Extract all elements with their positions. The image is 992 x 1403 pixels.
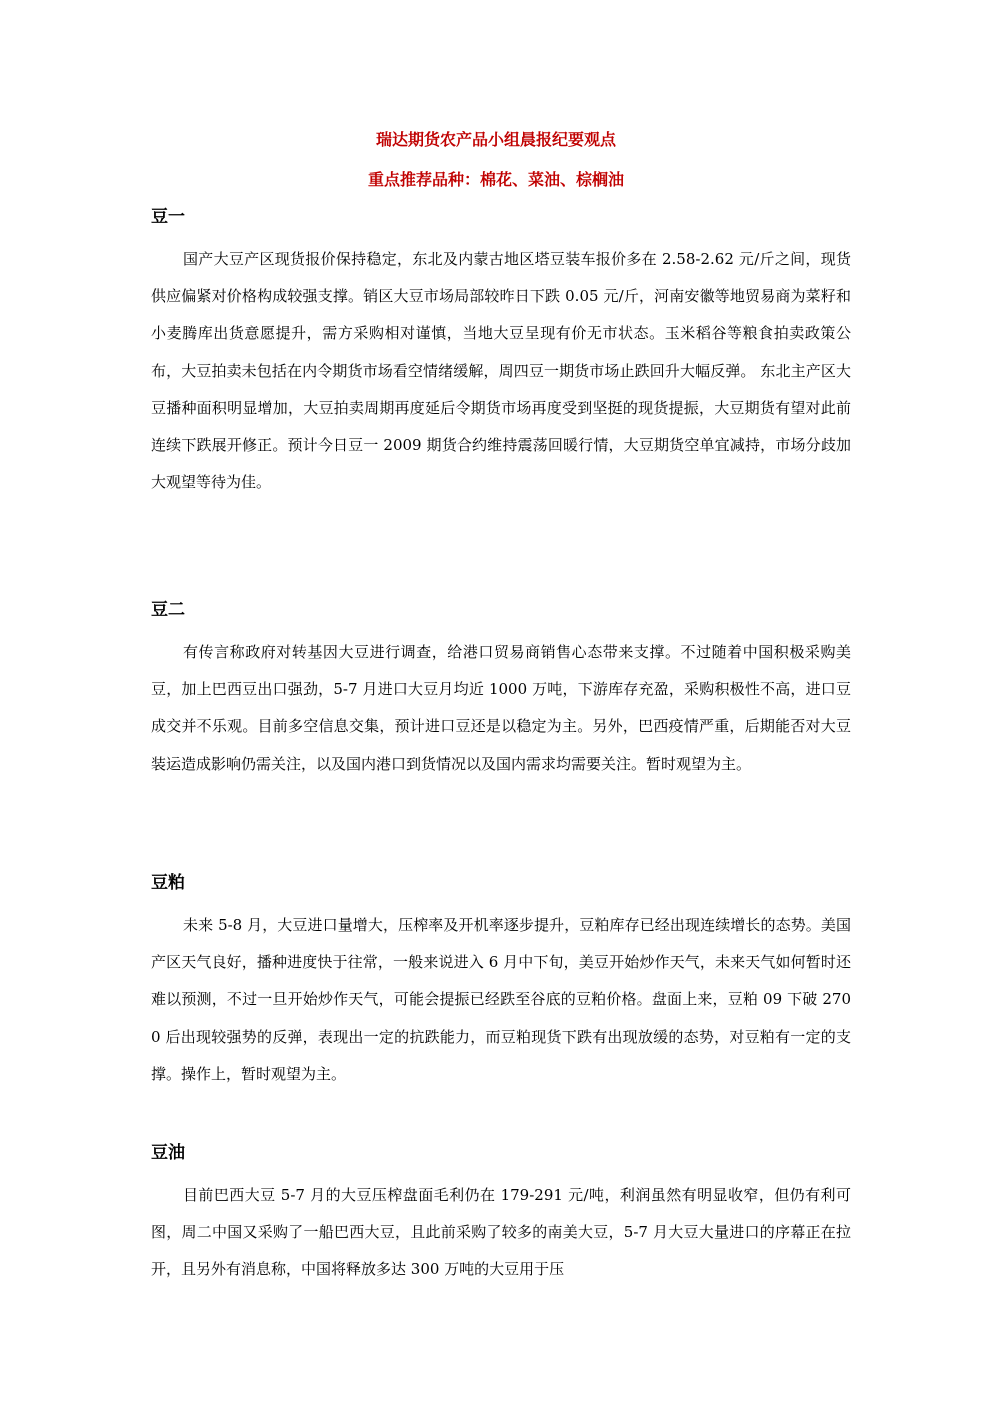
section-paragraph: 未来 5-8 月，大豆进口量增大，压榨率及开机率逐步提升，豆粕库存已经出现连续增长的态势。美国产区天气良好，播种进度快于往常，一般来说进入 6 月中下旬，美豆开始炒作天气，未来天气如何暂时还难以预测，不过一旦开始炒作天气，可能会提振已经跌至谷底的豆粕价格。盘面上来，豆粕 09 下破 2700 后出现较强势的反弹，表现出一定的抗跌能力，而豆粕现货下跌有出现放缓的态势，对豆粕有一定的支撑。操作上，暂时观望为主。 bbox=[151, 916, 851, 1083]
page-subtitle: 重点推荐品种：棉花、菜油、棕榈油 bbox=[367, 170, 624, 189]
section-dou-you bbox=[151, 1143, 851, 1289]
section-heading: 豆粕 bbox=[151, 873, 185, 893]
page-title: 瑞达期货农产品小组晨报纪要观点 bbox=[375, 130, 616, 149]
section-dou-er bbox=[151, 600, 851, 783]
section-heading: 豆一 bbox=[151, 207, 185, 227]
section-paragraph: 有传言称政府对转基因大豆进行调查，给港口贸易商销售心态带来支撑。不过随着中国积极采购美豆，加上巴西豆出口强劲，5-7 月进口大豆月均近 1000 万吨，下游库存充盈，采购积极性不高，进口豆成交并不乐观。目前多空信息交集，预计进口豆还是以稳定为主。另外，巴西疫情严重，后期能否对大豆装运造成影响仍需关注，以及国内港口到货情况以及国内需求均需要关注。暂时观望为主。 bbox=[151, 643, 851, 773]
section-dou-yi bbox=[151, 207, 851, 501]
section-paragraph: 国产大豆产区现货报价保持稳定，东北及内蒙古地区塔豆装车报价多在 2.58-2.62 元/斤之间，现货供应偏紧对价格构成较强支撑。销区大豆市场局部较昨日下跌 0.05 元/斤，河南安徽等地贸易商为菜籽和小麦腾库出货意愿提升，需方采购相对谨慎，当地大豆呈现有价无市状态。玉米稻谷等粮食拍卖政策公布，大豆拍卖未包括在内令期货市场看空情绪缓解，周四豆一期货市场止跌回升大幅反弹。 东北主产区大豆播种面积明显增加，大豆拍卖周期再度延后令期货市场再度受到坚挺的现货提振，大豆期货有望对此前连续下跌展开修正。预计今日豆一 2009 期货合约维持震荡回暖行情，大豆期货空单宜减持，市场分歧加大观望等待为佳。 bbox=[151, 250, 851, 492]
section-paragraph: 目前巴西大豆 5-7 月的大豆压榨盘面毛利仍在 179-291 元/吨，利润虽然有明显收窄，但仍有利可图，周二中国又采购了一船巴西大豆，且此前采购了较多的南美大豆，5-7 月大豆大量进口的序幕正在拉开，且另外有消息称，中国将释放多达 300 万吨的大豆用于压 bbox=[151, 1186, 851, 1279]
section-dou-po bbox=[151, 873, 851, 1093]
section-heading: 豆油 bbox=[151, 1143, 185, 1163]
section-heading: 豆二 bbox=[151, 600, 185, 620]
